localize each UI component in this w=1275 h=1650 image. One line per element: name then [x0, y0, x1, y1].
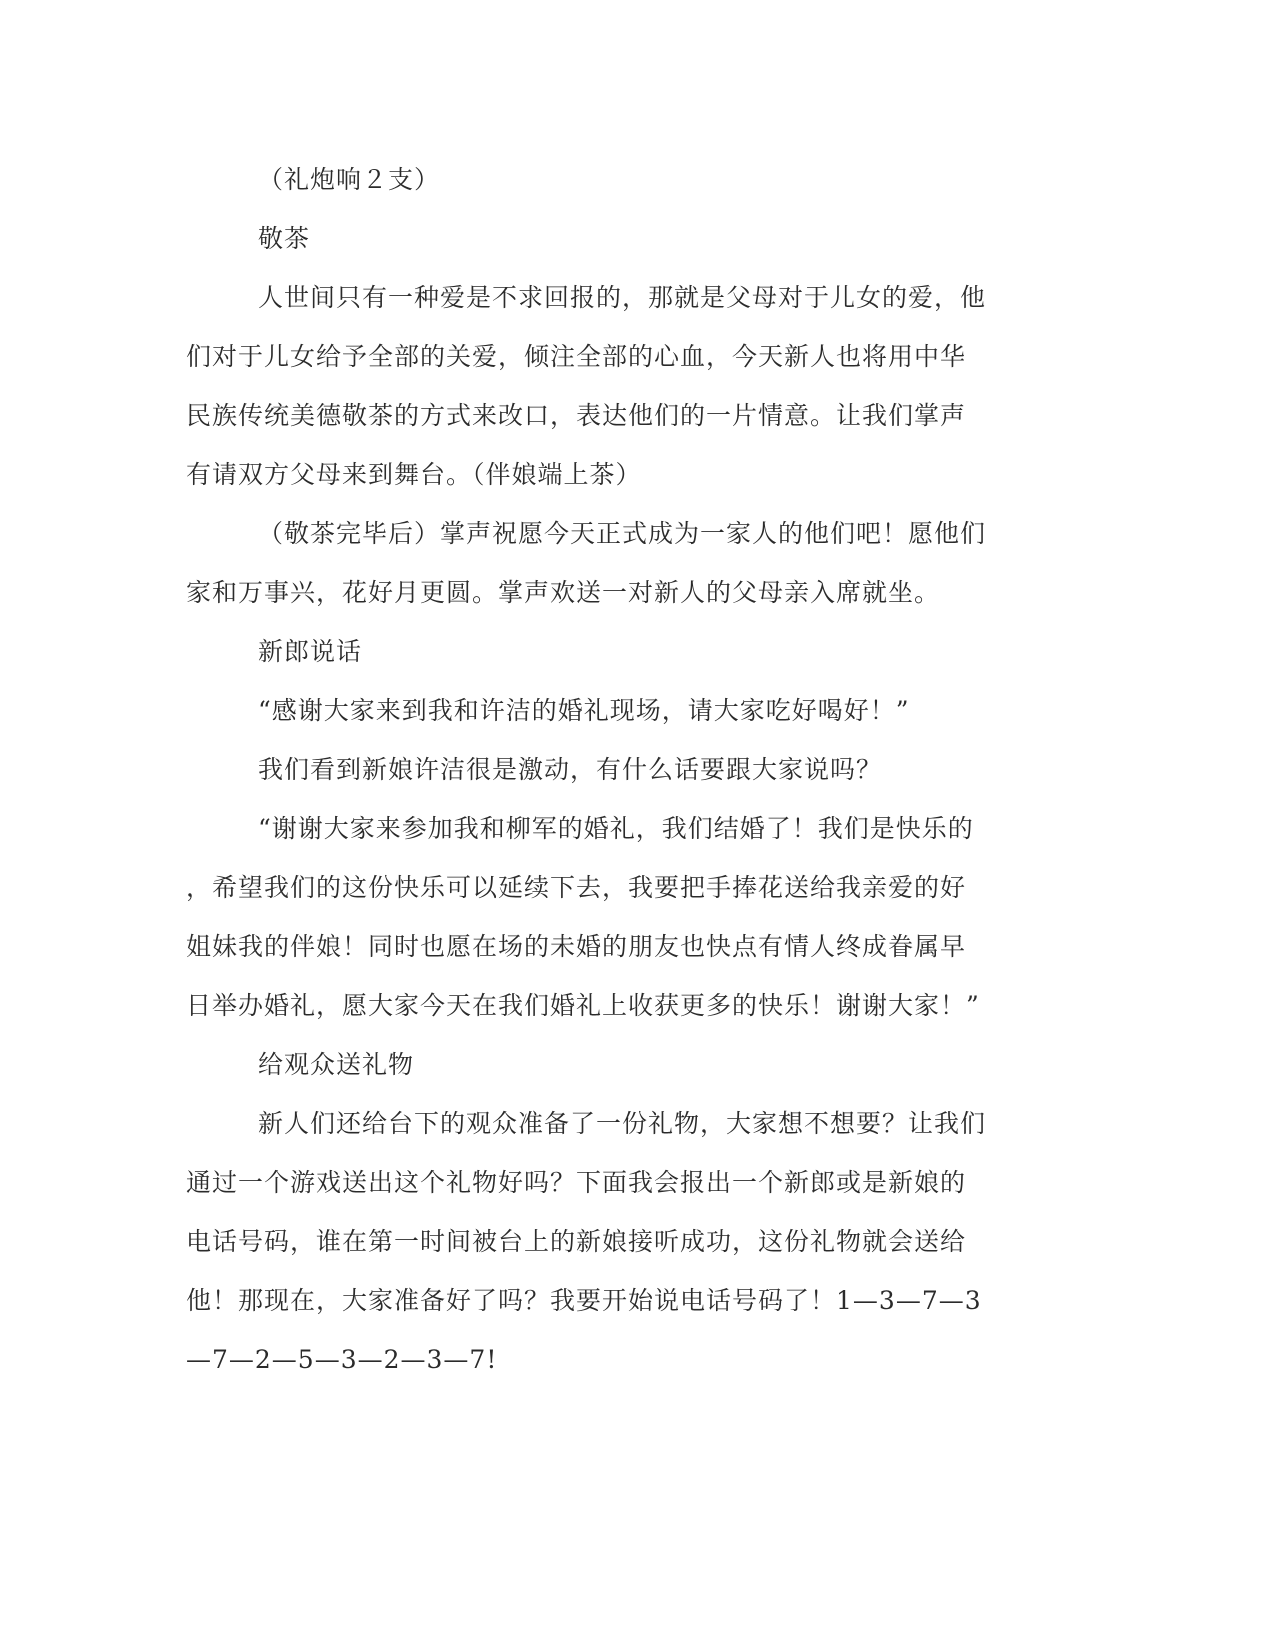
- quote-line-bride: 姐妹我的伴娘！同时也愿在场的未婚的朋友也快点有情人终成眷属早: [186, 932, 967, 961]
- section-heading-gift: 给观众送礼物: [258, 1050, 415, 1079]
- text-line: 们对于儿女给予全部的关爱，倾注全部的心血，今天新人也将用中华: [186, 342, 967, 371]
- text-line: （敬茶完毕后）掌声祝愿今天正式成为一家人的他们吧！愿他们: [258, 519, 987, 548]
- text-line: 新人们还给台下的观众准备了一份礼物，大家想不想要？让我们: [258, 1109, 987, 1138]
- text-line: 人世间只有一种爱是不求回报的，那就是父母对于儿女的爱，他: [258, 283, 987, 312]
- quote-line-bride: “谢谢大家来参加我和柳军的婚礼，我们结婚了！我们是快乐的: [258, 814, 974, 843]
- text-line: 民族传统美德敬茶的方式来改口，表达他们的一片情意。让我们掌声: [186, 401, 967, 430]
- text-line: 电话号码，谁在第一时间被台上的新娘接听成功，这份礼物就会送给: [186, 1227, 967, 1256]
- text-line: 有请双方父母来到舞台。（伴娘端上茶）: [186, 460, 642, 489]
- text-line-fireworks: （礼炮响２支）: [258, 165, 441, 194]
- quote-line-bride: ，希望我们的这份快乐可以延续下去，我要把手捧花送给我亲爱的好: [186, 873, 967, 902]
- text-line: 家和万事兴，花好月更圆。掌声欢送一对新人的父母亲入席就坐。: [186, 578, 941, 607]
- section-heading-tea: 敬茶: [258, 224, 311, 253]
- quote-line-groom: “感谢大家来到我和许洁的婚礼现场，请大家吃好喝好！”: [258, 696, 910, 725]
- quote-line-bride: 日举办婚礼，愿大家今天在我们婚礼上收获更多的快乐！谢谢大家！”: [186, 991, 980, 1020]
- text-line: 我们看到新娘许洁很是激动，有什么话要跟大家说吗？: [258, 755, 883, 784]
- section-heading-groom-speech: 新郎说话: [258, 637, 363, 666]
- phone-number-line: —7—2—5—3—2—3—7!: [186, 1345, 498, 1374]
- text-line: 他！那现在，大家准备好了吗？我要开始说电话号码了！1—3—7—3: [186, 1286, 982, 1315]
- text-line: 通过一个游戏送出这个礼物好吗？下面我会报出一个新郎或是新娘的: [186, 1168, 967, 1197]
